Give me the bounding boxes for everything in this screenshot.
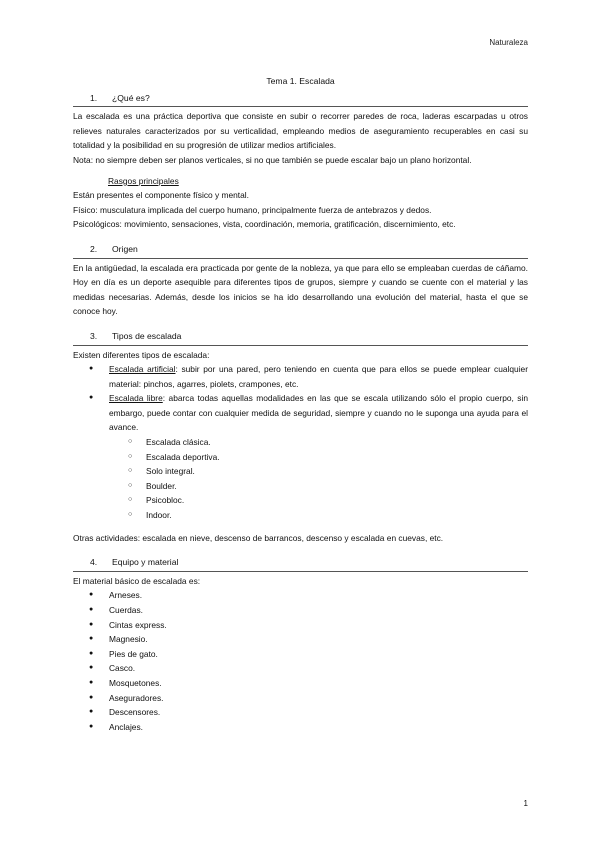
list-item: [73, 391, 528, 435]
sub-list-item: ○ Boulder.: [73, 479, 528, 494]
sub-list-item: ○ Solo integral.: [73, 464, 528, 479]
list-item: ● Mosquetones.: [73, 676, 528, 691]
paragraph: En la antigüedad, la escalada era practicada por gente de la nobleza, ya que para ello se empleaban cuerdas de cáñamo. Hoy en día es un deporte asequible para diferentes tipos de grupos, siempre y cuando se cuente con el material y las medidas necesarias. Además, desde los inicios se ha ido desarrollando una evolución del material, hasta el que se conoce hoy.: [73, 262, 528, 317]
note-paragraph: Nota: no siempre deben ser planos verticales, si no que también se puede escalar bajo un plano horizontal.: [73, 154, 472, 165]
section-title: Origen: [112, 243, 138, 254]
list-item: ● Aseguradores.: [73, 691, 528, 706]
section-number: 2.: [90, 243, 98, 254]
list-item: ● Arneses.: [73, 588, 528, 603]
list-item: ● Magnesio.: [73, 632, 528, 647]
section-title: ¿Qué es?: [112, 92, 150, 103]
subheading-rasgos: Rasgos principales: [108, 175, 179, 186]
section-heading-2: [73, 242, 528, 259]
intro-line: El material básico de escalada es:: [73, 575, 201, 586]
text-line: Psicológicos: movimiento, sensaciones, vista, coordinación, memoria, gratificación, discernimiento, etc.: [73, 219, 456, 230]
sub-list: [73, 435, 528, 523]
section-number: 3.: [90, 330, 98, 341]
section-number: 1.: [90, 92, 98, 103]
section-title: Equipo y material: [112, 557, 179, 568]
document-title: Tema 1. Escalada: [266, 76, 335, 86]
intro-line: Existen diferentes tipos de escalada:: [73, 349, 210, 360]
bullet-label: Escalada artificial: [109, 364, 176, 375]
list-item: ● Cuerdas.: [73, 603, 528, 618]
sub-list-item: ○ Escalada clásica.: [73, 435, 528, 450]
list-item: ● Casco.: [73, 661, 528, 676]
header-label: Naturaleza: [489, 38, 528, 47]
list-item: ● Anclajes.: [73, 720, 528, 735]
section-heading-4: [73, 555, 528, 572]
list-item: ● Cintas express.: [73, 618, 528, 633]
bullet-list: [73, 588, 528, 734]
bullet-text: : subir por una pared, pero teniendo en cuenta que para ellos se puede emplear cualquier material: pinchos, agarres, piolets, crampones, etc.: [109, 364, 529, 389]
section-heading-1: [73, 91, 528, 108]
sub-list-item: ○ Escalada deportiva.: [73, 450, 528, 465]
section-heading-3: [73, 329, 528, 346]
paragraph: La escalada es una práctica deportiva que consiste en subir o recorrer paredes de roca, laderas escarpadas u otros relieves naturales caracterizados por su verticalidad, empleando medios de aseguramiento recuperables en casi su totalidad y la posibilidad en su progresión de utilizar medios artificiales.: [73, 111, 528, 151]
text-line: Físico: musculatura implicada del cuerpo humano, principalmente fuerza de antebrazos y dedos.: [73, 204, 432, 215]
page-number: 1: [523, 799, 528, 808]
bullet-text: : abarca todas aquellas modalidades en las que se escala utilizando sólo el propio cuerpo, sin embargo, puede contar con cualquier medida de seguridad, siempre y cuando no le suponga una ayuda para el avance.: [109, 393, 529, 433]
text-line: Están presentes el componente físico y mental.: [73, 190, 249, 201]
bullet-label: Escalada libre: [109, 393, 163, 404]
list-item: ● Descensores.: [73, 705, 528, 720]
section-number: 4.: [90, 557, 98, 568]
document-content: [73, 74, 528, 734]
sub-list-item: ○ Indoor.: [73, 508, 528, 523]
section-title: Tipos de escalada: [112, 330, 182, 341]
outro-line: Otras actividades: escalada en nieve, descenso de barrancos, descenso y escalada en cuevas, etc.: [73, 532, 444, 543]
list-item: ● Pies de gato.: [73, 647, 528, 662]
bullet-list: [73, 362, 528, 435]
list-item: [73, 362, 528, 391]
sub-list-item: ○ Psicobloc.: [73, 493, 528, 508]
